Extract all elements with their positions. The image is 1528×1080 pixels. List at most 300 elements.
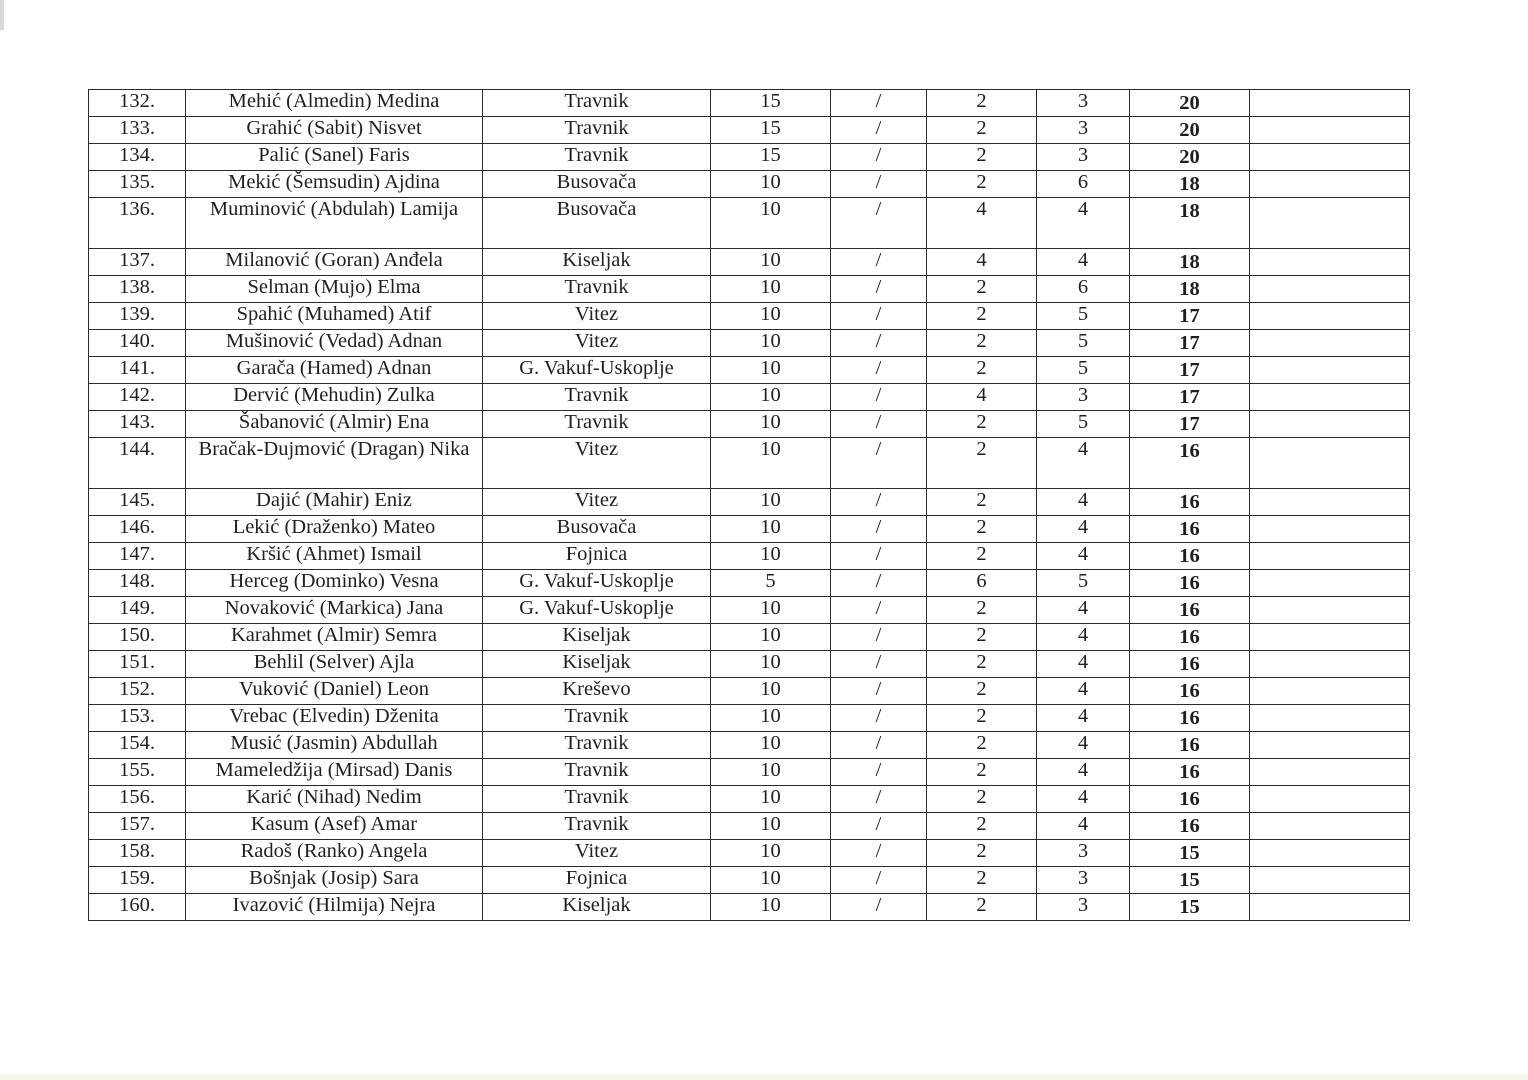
row-number-cell: 134. (89, 144, 186, 171)
table-row (89, 543, 1410, 570)
score-cell-2: / (831, 813, 927, 840)
score-cell-1: 10 (711, 840, 831, 867)
row-number-cell: 156. (89, 786, 186, 813)
score-cell-2: / (831, 543, 927, 570)
table-row (89, 144, 1410, 171)
score-cell-4: 4 (1037, 678, 1130, 705)
student-name-cell: Karahmet (Almir) Semra (186, 624, 483, 651)
score-cell-1: 10 (711, 597, 831, 624)
note-cell (1250, 489, 1410, 516)
student-name-cell: Karić (Nihad) Nedim (186, 786, 483, 813)
total-score-cell (1130, 198, 1250, 249)
student-name-cell: Novaković (Markica) Jana (186, 597, 483, 624)
municipality-cell: Vitez (483, 438, 711, 489)
score-cell-4: 6 (1037, 171, 1130, 198)
score-cell-4: 5 (1037, 303, 1130, 330)
total-score-cell (1130, 813, 1250, 840)
row-number-cell: 133. (89, 117, 186, 144)
score-cell-2: / (831, 867, 927, 894)
score-cell-3: 2 (927, 678, 1037, 705)
score-cell-3: 2 (927, 357, 1037, 384)
total-score-cell (1130, 384, 1250, 411)
note-cell (1250, 303, 1410, 330)
total-score-value: 16 (1179, 545, 1200, 567)
note-cell (1250, 597, 1410, 624)
note-cell (1250, 357, 1410, 384)
municipality-cell: G. Vakuf-Uskoplje (483, 357, 711, 384)
student-name-cell: Ivazović (Hilmija) Nejra (186, 894, 483, 921)
municipality-cell: Travnik (483, 759, 711, 786)
student-name-cell: Grahić (Sabit) Nisvet (186, 117, 483, 144)
row-number-cell: 150. (89, 624, 186, 651)
results-table-body (89, 90, 1410, 921)
scan-edge-mark (0, 0, 4, 30)
score-cell-2: / (831, 144, 927, 171)
table-row (89, 198, 1410, 249)
student-name-cell: Muminović (Abdulah) Lamija (186, 198, 483, 249)
municipality-cell: Vitez (483, 330, 711, 357)
total-score-cell (1130, 651, 1250, 678)
score-cell-1: 10 (711, 303, 831, 330)
score-cell-1: 10 (711, 786, 831, 813)
table-row (89, 840, 1410, 867)
table-row (89, 597, 1410, 624)
score-cell-3: 2 (927, 651, 1037, 678)
municipality-cell: Vitez (483, 840, 711, 867)
municipality-cell: G. Vakuf-Uskoplje (483, 570, 711, 597)
score-cell-1: 10 (711, 759, 831, 786)
score-cell-1: 10 (711, 867, 831, 894)
total-score-value: 18 (1179, 278, 1200, 300)
score-cell-4: 4 (1037, 543, 1130, 570)
student-name-cell: Vuković (Daniel) Leon (186, 678, 483, 705)
score-cell-3: 2 (927, 276, 1037, 303)
score-cell-1: 15 (711, 144, 831, 171)
score-cell-2: / (831, 384, 927, 411)
score-cell-3: 2 (927, 705, 1037, 732)
score-cell-4: 4 (1037, 786, 1130, 813)
row-number-cell: 143. (89, 411, 186, 438)
score-cell-1: 15 (711, 117, 831, 144)
row-number-cell: 157. (89, 813, 186, 840)
score-cell-2: / (831, 678, 927, 705)
score-cell-2: / (831, 249, 927, 276)
total-score-value: 16 (1179, 815, 1200, 837)
total-score-cell (1130, 117, 1250, 144)
total-score-value: 20 (1179, 92, 1200, 114)
total-score-cell (1130, 840, 1250, 867)
municipality-cell: G. Vakuf-Uskoplje (483, 597, 711, 624)
score-cell-2: / (831, 489, 927, 516)
row-number-cell: 160. (89, 894, 186, 921)
note-cell (1250, 570, 1410, 597)
row-number-cell: 154. (89, 732, 186, 759)
score-cell-3: 4 (927, 249, 1037, 276)
total-score-cell (1130, 705, 1250, 732)
table-row (89, 276, 1410, 303)
municipality-cell: Busovača (483, 516, 711, 543)
municipality-cell: Travnik (483, 786, 711, 813)
total-score-cell (1130, 489, 1250, 516)
total-score-value: 16 (1179, 599, 1200, 621)
municipality-cell: Busovača (483, 171, 711, 198)
student-name-cell: Mušinović (Vedad) Adnan (186, 330, 483, 357)
note-cell (1250, 894, 1410, 921)
score-cell-2: / (831, 117, 927, 144)
score-cell-2: / (831, 276, 927, 303)
municipality-cell: Kiseljak (483, 651, 711, 678)
note-cell (1250, 249, 1410, 276)
score-cell-4: 3 (1037, 144, 1130, 171)
score-cell-4: 4 (1037, 438, 1130, 489)
note-cell (1250, 198, 1410, 249)
table-row (89, 867, 1410, 894)
total-score-value: 16 (1179, 440, 1200, 462)
table-row (89, 759, 1410, 786)
student-name-cell: Mameledžija (Mirsad) Danis (186, 759, 483, 786)
student-name-cell: Selman (Mujo) Elma (186, 276, 483, 303)
total-score-cell (1130, 303, 1250, 330)
score-cell-3: 2 (927, 813, 1037, 840)
table-row (89, 249, 1410, 276)
table-row (89, 678, 1410, 705)
score-cell-2: / (831, 438, 927, 489)
total-score-value: 18 (1179, 200, 1200, 222)
municipality-cell: Travnik (483, 411, 711, 438)
table-row (89, 570, 1410, 597)
municipality-cell: Kreševo (483, 678, 711, 705)
table-row (89, 117, 1410, 144)
score-cell-3: 2 (927, 117, 1037, 144)
total-score-cell (1130, 438, 1250, 489)
row-number-cell: 146. (89, 516, 186, 543)
total-score-cell (1130, 894, 1250, 921)
student-name-cell: Garača (Hamed) Adnan (186, 357, 483, 384)
score-cell-1: 10 (711, 384, 831, 411)
note-cell (1250, 171, 1410, 198)
score-cell-4: 4 (1037, 651, 1130, 678)
municipality-cell: Vitez (483, 489, 711, 516)
score-cell-4: 4 (1037, 705, 1130, 732)
note-cell (1250, 117, 1410, 144)
note-cell (1250, 438, 1410, 489)
score-cell-1: 10 (711, 651, 831, 678)
municipality-cell: Kiseljak (483, 894, 711, 921)
row-number-cell: 132. (89, 90, 186, 117)
score-cell-2: / (831, 303, 927, 330)
total-score-cell (1130, 516, 1250, 543)
municipality-cell: Travnik (483, 384, 711, 411)
total-score-cell (1130, 732, 1250, 759)
total-score-value: 16 (1179, 626, 1200, 648)
score-cell-1: 10 (711, 489, 831, 516)
score-cell-3: 2 (927, 90, 1037, 117)
row-number-cell: 151. (89, 651, 186, 678)
row-number-cell: 159. (89, 867, 186, 894)
municipality-cell: Travnik (483, 117, 711, 144)
score-cell-1: 10 (711, 705, 831, 732)
total-score-value: 16 (1179, 734, 1200, 756)
row-number-cell: 137. (89, 249, 186, 276)
score-cell-3: 4 (927, 198, 1037, 249)
score-cell-4: 3 (1037, 867, 1130, 894)
note-cell (1250, 840, 1410, 867)
total-score-cell (1130, 597, 1250, 624)
row-number-cell: 145. (89, 489, 186, 516)
total-score-value: 18 (1179, 173, 1200, 195)
row-number-cell: 153. (89, 705, 186, 732)
note-cell (1250, 651, 1410, 678)
score-cell-2: / (831, 624, 927, 651)
student-name-cell: Milanović (Goran) Anđela (186, 249, 483, 276)
score-cell-3: 2 (927, 624, 1037, 651)
student-name-cell: Bračak-Dujmović (Dragan) Nika (186, 438, 483, 489)
table-row (89, 894, 1410, 921)
score-cell-4: 5 (1037, 411, 1130, 438)
score-cell-2: / (831, 651, 927, 678)
table-row (89, 384, 1410, 411)
table-row (89, 90, 1410, 117)
note-cell (1250, 276, 1410, 303)
row-number-cell: 158. (89, 840, 186, 867)
score-cell-4: 4 (1037, 489, 1130, 516)
table-row (89, 813, 1410, 840)
score-cell-4: 4 (1037, 249, 1130, 276)
student-name-cell: Kršić (Ahmet) Ismail (186, 543, 483, 570)
note-cell (1250, 678, 1410, 705)
score-cell-2: / (831, 840, 927, 867)
score-cell-2: / (831, 357, 927, 384)
municipality-cell: Travnik (483, 813, 711, 840)
score-cell-3: 6 (927, 570, 1037, 597)
score-cell-1: 10 (711, 894, 831, 921)
table-row (89, 411, 1410, 438)
score-cell-2: / (831, 90, 927, 117)
student-name-cell: Musić (Jasmin) Abdullah (186, 732, 483, 759)
score-cell-4: 4 (1037, 597, 1130, 624)
municipality-cell: Travnik (483, 276, 711, 303)
note-cell (1250, 144, 1410, 171)
total-score-value: 17 (1179, 386, 1200, 408)
row-number-cell: 135. (89, 171, 186, 198)
score-cell-3: 2 (927, 489, 1037, 516)
total-score-cell (1130, 249, 1250, 276)
student-name-cell: Šabanović (Almir) Ena (186, 411, 483, 438)
note-cell (1250, 411, 1410, 438)
note-cell (1250, 705, 1410, 732)
student-name-cell: Radoš (Ranko) Angela (186, 840, 483, 867)
total-score-cell (1130, 786, 1250, 813)
table-row (89, 489, 1410, 516)
student-name-cell: Kasum (Asef) Amar (186, 813, 483, 840)
total-score-value: 17 (1179, 359, 1200, 381)
total-score-cell (1130, 624, 1250, 651)
row-number-cell: 140. (89, 330, 186, 357)
total-score-cell (1130, 867, 1250, 894)
score-cell-1: 10 (711, 438, 831, 489)
note-cell (1250, 543, 1410, 570)
score-cell-4: 6 (1037, 276, 1130, 303)
score-cell-3: 2 (927, 759, 1037, 786)
total-score-cell (1130, 90, 1250, 117)
score-cell-4: 4 (1037, 516, 1130, 543)
student-name-cell: Dervić (Mehudin) Zulka (186, 384, 483, 411)
score-cell-1: 10 (711, 624, 831, 651)
row-number-cell: 152. (89, 678, 186, 705)
score-cell-3: 2 (927, 411, 1037, 438)
score-cell-3: 4 (927, 384, 1037, 411)
total-score-value: 16 (1179, 653, 1200, 675)
total-score-value: 15 (1179, 869, 1200, 891)
municipality-cell: Vitez (483, 303, 711, 330)
score-cell-3: 2 (927, 597, 1037, 624)
total-score-value: 20 (1179, 146, 1200, 168)
score-cell-2: / (831, 894, 927, 921)
score-cell-1: 10 (711, 276, 831, 303)
note-cell (1250, 759, 1410, 786)
score-cell-4: 3 (1037, 117, 1130, 144)
row-number-cell: 142. (89, 384, 186, 411)
score-cell-3: 2 (927, 786, 1037, 813)
score-cell-2: / (831, 570, 927, 597)
score-cell-3: 2 (927, 543, 1037, 570)
score-cell-4: 4 (1037, 732, 1130, 759)
total-score-value: 15 (1179, 842, 1200, 864)
score-cell-2: / (831, 411, 927, 438)
table-row (89, 624, 1410, 651)
score-cell-1: 10 (711, 516, 831, 543)
total-score-cell (1130, 678, 1250, 705)
score-cell-3: 2 (927, 840, 1037, 867)
note-cell (1250, 516, 1410, 543)
score-cell-1: 10 (711, 813, 831, 840)
row-number-cell: 136. (89, 198, 186, 249)
score-cell-3: 2 (927, 438, 1037, 489)
score-cell-1: 10 (711, 171, 831, 198)
score-cell-2: / (831, 330, 927, 357)
score-cell-1: 10 (711, 198, 831, 249)
note-cell (1250, 330, 1410, 357)
row-number-cell: 155. (89, 759, 186, 786)
municipality-cell: Kiseljak (483, 624, 711, 651)
note-cell (1250, 624, 1410, 651)
total-score-value: 16 (1179, 572, 1200, 594)
student-name-cell: Spahić (Muhamed) Atif (186, 303, 483, 330)
note-cell (1250, 732, 1410, 759)
total-score-value: 15 (1179, 896, 1200, 918)
total-score-cell (1130, 330, 1250, 357)
student-name-cell: Behlil (Selver) Ajla (186, 651, 483, 678)
score-cell-3: 2 (927, 867, 1037, 894)
score-cell-2: / (831, 171, 927, 198)
student-name-cell: Mekić (Šemsudin) Ajdina (186, 171, 483, 198)
municipality-cell: Travnik (483, 90, 711, 117)
municipality-cell: Travnik (483, 732, 711, 759)
total-score-cell (1130, 411, 1250, 438)
score-cell-2: / (831, 597, 927, 624)
total-score-cell (1130, 357, 1250, 384)
municipality-cell: Travnik (483, 144, 711, 171)
score-cell-2: / (831, 732, 927, 759)
student-name-cell: Palić (Sanel) Faris (186, 144, 483, 171)
total-score-cell (1130, 171, 1250, 198)
score-cell-3: 2 (927, 171, 1037, 198)
municipality-cell: Busovača (483, 198, 711, 249)
score-cell-4: 4 (1037, 198, 1130, 249)
total-score-value: 17 (1179, 305, 1200, 327)
score-cell-3: 2 (927, 144, 1037, 171)
score-cell-2: / (831, 198, 927, 249)
student-name-cell: Herceg (Dominko) Vesna (186, 570, 483, 597)
row-number-cell: 141. (89, 357, 186, 384)
total-score-value: 17 (1179, 413, 1200, 435)
score-cell-3: 2 (927, 330, 1037, 357)
total-score-value: 16 (1179, 518, 1200, 540)
score-cell-4: 3 (1037, 384, 1130, 411)
score-cell-2: / (831, 705, 927, 732)
row-number-cell: 144. (89, 438, 186, 489)
student-name-cell: Vrebac (Elvedin) Dženita (186, 705, 483, 732)
score-cell-2: / (831, 759, 927, 786)
score-cell-4: 5 (1037, 330, 1130, 357)
total-score-value: 20 (1179, 119, 1200, 141)
table-row (89, 651, 1410, 678)
table-row (89, 705, 1410, 732)
score-cell-3: 2 (927, 894, 1037, 921)
row-number-cell: 149. (89, 597, 186, 624)
row-number-cell: 138. (89, 276, 186, 303)
table-row (89, 357, 1410, 384)
student-name-cell: Mehić (Almedin) Medina (186, 90, 483, 117)
student-name-cell: Bošnjak (Josip) Sara (186, 867, 483, 894)
score-cell-4: 3 (1037, 90, 1130, 117)
note-cell (1250, 90, 1410, 117)
score-cell-3: 2 (927, 516, 1037, 543)
note-cell (1250, 813, 1410, 840)
total-score-value: 16 (1179, 761, 1200, 783)
results-table (88, 89, 1410, 921)
score-cell-4: 4 (1037, 813, 1130, 840)
table-row (89, 171, 1410, 198)
row-number-cell: 148. (89, 570, 186, 597)
table-row (89, 330, 1410, 357)
score-cell-1: 10 (711, 357, 831, 384)
total-score-value: 16 (1179, 788, 1200, 810)
score-cell-4: 4 (1037, 624, 1130, 651)
row-number-cell: 139. (89, 303, 186, 330)
score-cell-1: 10 (711, 543, 831, 570)
score-cell-1: 15 (711, 90, 831, 117)
note-cell (1250, 786, 1410, 813)
total-score-value: 16 (1179, 491, 1200, 513)
score-cell-4: 3 (1037, 840, 1130, 867)
table-row (89, 303, 1410, 330)
total-score-cell (1130, 570, 1250, 597)
score-cell-3: 2 (927, 303, 1037, 330)
score-cell-3: 2 (927, 732, 1037, 759)
score-cell-4: 3 (1037, 894, 1130, 921)
note-cell (1250, 384, 1410, 411)
total-score-cell (1130, 276, 1250, 303)
municipality-cell: Travnik (483, 705, 711, 732)
municipality-cell: Fojnica (483, 543, 711, 570)
score-cell-1: 10 (711, 330, 831, 357)
score-cell-4: 5 (1037, 357, 1130, 384)
municipality-cell: Kiseljak (483, 249, 711, 276)
score-cell-1: 10 (711, 249, 831, 276)
score-cell-1: 10 (711, 411, 831, 438)
total-score-value: 18 (1179, 251, 1200, 273)
